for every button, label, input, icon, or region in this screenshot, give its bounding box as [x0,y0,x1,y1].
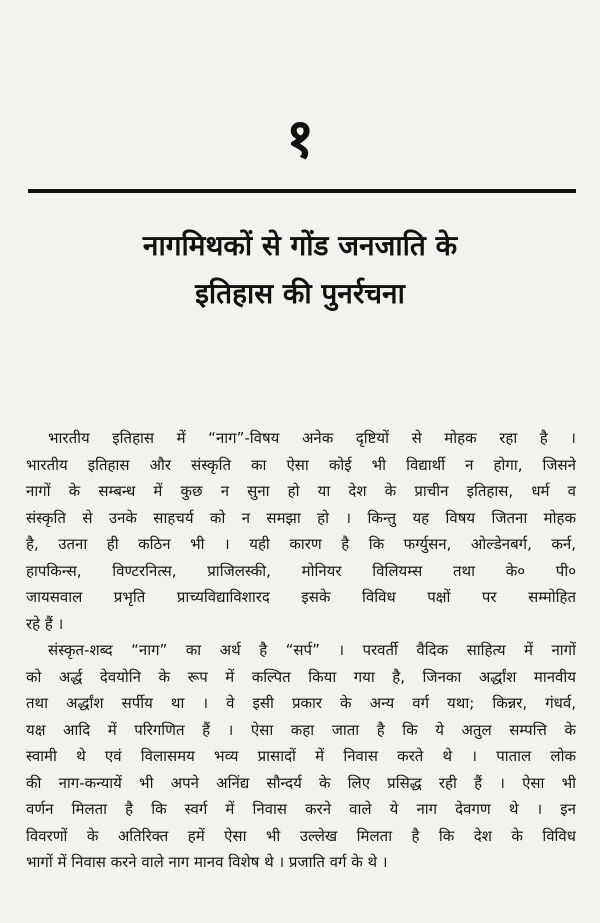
paragraph-1-line: है, उतना ही कठिन भी । यही कारण है कि फर्ग्युसन, ओल्डेनबर्ग, कर्न, [26,535,576,553]
chapter-title-line-2: इतिहास की पुनर्रचना [195,277,405,310]
chapter-divider [28,189,576,193]
chapter-title-line-1: नागमिथकों से गोंड जनजाति के [142,229,458,262]
paragraph-2-line: संस्कृत-शब्द “नाग” का अर्थ है “सर्प” । परवर्ती वैदिक साहित्य में नागों [48,641,576,659]
paragraph-2-line: भागों में निवास करने वाले नाग मानव विशेष थे । प्रजाति वर्ग के थे । [26,853,388,871]
paragraph-2-line: वर्णन मिलता है कि स्वर्ग में निवास करने वाले ये नाग देवगण थे । इन [26,800,576,818]
paragraph-1-line: संस्कृति से उनके साहचर्य को न समझा हो । किन्तु यह विषय जितना मोहक [26,508,576,527]
paragraph-1-line: नागों के सम्बन्ध में कुछ न सुना हो या देश के प्राचीन इतिहास, धर्म व [26,482,576,500]
paragraph-2-line: स्वामी थे एवं विलासमय भव्य प्रासादों में निवास करते थे । पाताल लोक [26,747,576,765]
chapter-title [20,222,580,318]
paragraph-2-line: की नाग-कन्यायें भी अपने अनिंद्य सौन्दर्य के लिए प्रसिद्ध रही हैं । ऐसा भी [26,773,576,792]
paragraph-1-line: भारतीय इतिहास में “नाग”-विषय अनेक दृष्टियों से मोहक रहा है । [48,429,576,447]
chapter-number: १ [285,106,315,170]
paragraph-1-line: जायसवाल प्रभृति प्राच्यविद्याविशारद इसके विविध पक्षों पर सम्मोहित [26,588,576,606]
paragraph-1-line: हापकिन्स, विण्टरनित्स, प्राजिलस्की, मोनियर विलियम्स तथा के० पी० [26,561,576,580]
paragraph-2-line: यक्ष आदि में परिगणित हैं । ऐसा कहा जाता है कि ये अतुल सम्पत्ति के [26,720,576,739]
body-text [26,425,576,876]
paragraph-2-line: तथा अर्द्धांश सर्पीय था । वे इसी प्रकार के अन्य वर्ग यथा; किन्नर, गंधर्व, [26,694,576,712]
paragraph-2-line: विवरणों के अतिरिक्त हमें ऐसा भी उल्लेख मिलता है कि देश के विविध [26,826,576,845]
paragraph-1-line: रहे हैं । [26,614,64,633]
paragraph-1-line: भारतीय इतिहास और संस्कृति का ऐसा कोई भी विद्यार्थी न होगा, जिसने [26,455,576,474]
paragraph-2-line: को अर्द्ध देवयोनि के रूप में कल्पित किया गया है, जिनका अर्द्धांश मानवीय [26,667,576,686]
